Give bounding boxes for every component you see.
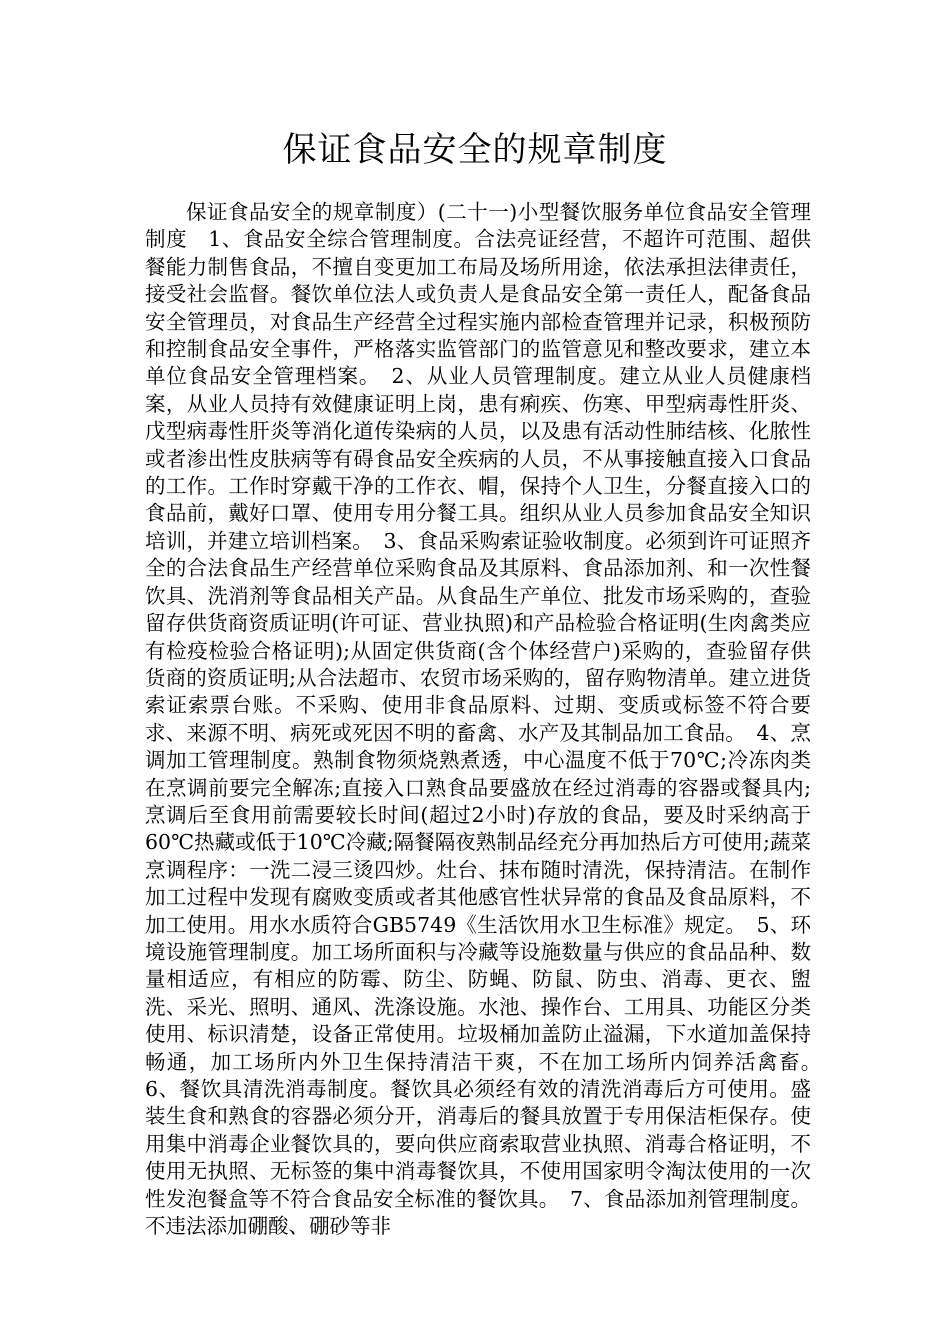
document-body: 保证食品安全的规章制度）(二十一)小型餐饮服务单位食品安全管理制度 1、食品安全综合管理制度。合法亮证经营，不超许可范围、超供餐能力制售食品，不擅自变更加工布局及场所用途，依法承担法律责任，接受社会监督。餐饮单位法人或负责人是食品安全第一责任人，配备食品安全管理员，对食品生产经营全过程实施内部检查管理并记录，积极预防和控制食品安全事件，严格落实监管部门的监管意见和整改要求，建立本单位食品安全管理档案。 2、从业人员管理制度。建立从业人员健康档案，从业人员持有效健康证明上岗，患有痢疾、伤寒、甲型病毒性肝炎、戊型病毒性肝炎等消化道传染病的人员，以及患有活动性肺结核、化脓性或者渗出性皮肤病等有碍食品安全疾病的人员，不从事接触直接入口食品的工作。工作时穿戴干净的工作衣、帽，保持个人卫生，分餐直接入口的食品前，戴好口罩、使用专用分餐工具。组织从业人员参加食品安全知识培训，并建立培训档案。 3、食品采购索证验收制度。必须到许可证照齐全的合法食品生产经营单位采购食品及其原料、食品添加剂、和一次性餐饮具、洗消剂等食品相关产品。从食品生产单位、批发市场采购的，查验留存供货商资质证明(许可证、营业执照)和产品检验合格证明(生肉禽类应有检疫检验合格证明);从固定供货商(含个体经营户)采购的，查验留存供货商的资质证明;从合法超市、农贸市场采购的，留存购物清单。建立进货索证索票台账。不采购、使用非食品原料、过期、变质或标签不符合要求、来源不明、病死或死因不明的畜禽、水产及其制品加工食品。 4、烹调加工管理制度。熟制食物须烧熟煮透，中心温度不低于70℃;冷冻肉类在烹调前要完全解冻;直接入口熟食品要盛放在经过消毒的容器或餐具内;烹调后至食用前需要较长时间(超过2小时)存放的食品，要及时采纳高于60℃热藏或低于10℃冷藏;隔餐隔夜熟制品经充分再加热后方可使用;蔬菜烹调程序：一洗二浸三烫四炒。灶台、抹布随时清洗，保持清洁。在制作加工过程中发现有腐败变质或者其他感官性状异常的食品及食品原料，不加工使用。用水水质符合GB5749《生活饮用水卫生标准》规定。 5、环境设施管理制度。加工场所面积与冷藏等设施数量与供应的食品品种、数量相适应，有相应的防霉、防尘、防蝇、防鼠、防虫、消毒、更衣、盥洗、采光、照明、通风、洗涤设施。水池、操作台、工用具、功能区分类使用、标识清楚，设备正常使用。垃圾桶加盖防止溢漏，下水道加盖保持畅通，加工场所内外卫生保持清洁干爽，不在加工场所内饲养活禽畜。 6、餐饮具清洗消毒制度。餐饮具必须经有效的清洗消毒后方可使用。盛装生食和熟食的容器必须分开，消毒后的餐具放置于专用保洁柜保存。使用集中消毒企业餐饮具的，要向供应商索取营业执照、消毒合格证明，不使用无执照、无标签的集中消毒餐饮具，不使用国家明令淘汰使用的一次性发泡餐盒等不符合食品安全标准的餐饮具。 7、食品添加剂管理制度。不违法添加硼酸、硼砂等非	[145, 200, 832, 1239]
document-title: 保证食品安全的规章制度	[282, 130, 668, 170]
